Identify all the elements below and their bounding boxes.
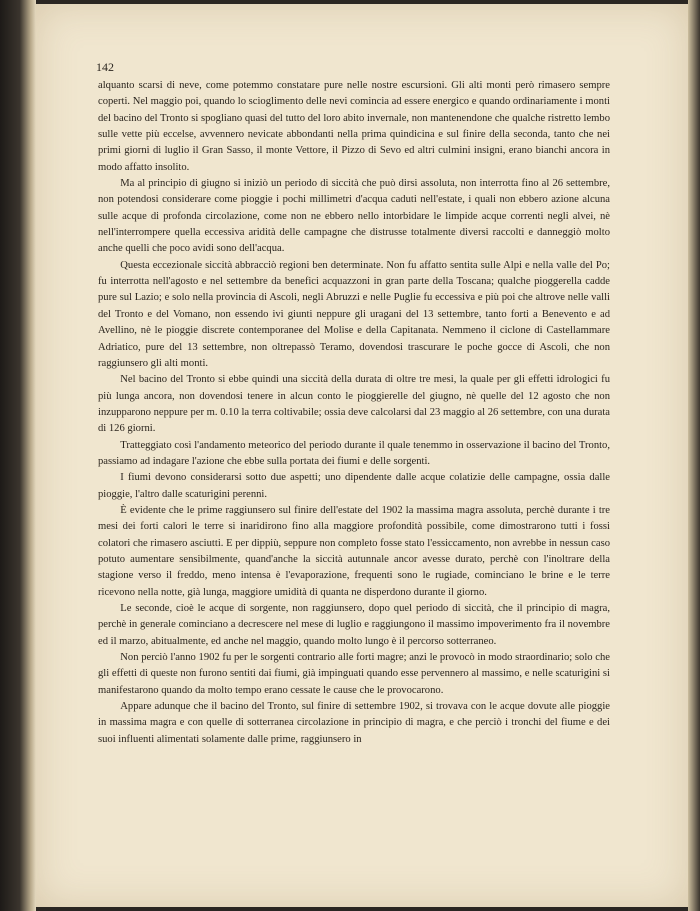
paragraph: Questa eccezionale siccità abbracciò regioni ben determinate. Non fu affatto sentita sulle Alpi e nella valle del Po; fu interrotta nell'agosto e nel settembre da benefici acquazzoni in gran parte della Toscana; qualche pioggerella cadde pure sul Lazio; e solo nella provincia di Ascoli, negli Abruzzi e nelle Puglie fu eccessiva e più poi che altrove nelle valli del Tronto e del Vomano, non essendo ivi giunti neppure gli uragani del 13 settembre, tanto forti a Benevento e ad Avellino, nè le pioggie discrete contemporanee del Molise e della Capitanata. Nemmeno il ciclone di Castellammare Adriatico, pure del 13 settembre, non oltrepassò Teramo, dovendosi trascurare le poche gocce di Ascoli, che non raggiunsero gli alti monti.: [98, 259, 610, 369]
page-edge: [688, 0, 700, 911]
paragraph: Appare adunque che il bacino del Tronto, sul finire di settembre 1902, si trovava con le acque dovute alle pioggie in massima magra e con quelle di sotterranea circolazione in principio di magra, e che perciò i tronchi del fiume e dei suoi influenti alimentati solamente dalle prime, raggiunsero in: [98, 701, 610, 745]
book-spine: [0, 0, 36, 911]
paragraph: Le seconde, cioè le acque di sorgente, non raggiunsero, dopo quel periodo di siccità, che il principio di magra, perchè in generale cominciano a decrescere nel mese di luglio e raggiungono il massimo impoverimento fra il novembre ed il marzo, abitualmente, ed anche nel maggio, quando molto lungo è il percorso sotterraneo.: [98, 603, 610, 647]
paragraph: Tratteggiato così l'andamento meteorico del periodo durante il quale tenemmo in osservazione il bacino del Tronto, passiamo ad indagare l'azione che ebbe sulla portata dei fiumi e delle sorgenti.: [98, 439, 610, 467]
paragraph: alquanto scarsi di neve, come potemmo constatare pure nelle nostre escursioni. Gli alti monti però rimasero sempre coperti. Nel maggio poi, quando lo scioglimento delle nevi comincia ad essere energico e quando ordinariamente i monti del bacino del Tronto si spogliano quasi del tutto del loro abito invernale, non mantenendone che qualche ristretto lembo sulle vette più eccelse, avvennero nevicate abbondanti nella prima quindicina e sul finire della seconda, tanto che nei primi giorni di luglio il Gran Sasso, il monte Vettore, il Pizzo di Sevo ed altri culmini insigni, erano bianchi ancora in modo affatto insolito.: [98, 80, 610, 173]
paragraph: I fiumi devono considerarsi sotto due aspetti; uno dipendente dalle acque colatizie delle campagne, ossia dalle pioggie, l'altro dalle scaturigini perenni.: [98, 472, 610, 500]
body-text: [98, 78, 610, 748]
paragraph: Nel bacino del Tronto si ebbe quindi una siccità della durata di oltre tre mesi, la quale per gli effetti idrologici fu più lunga ancora, non dovendosi tenere in alcun conto le pioggierelle del giugno, nè quelle del 12 agosto che non inzupparono neppure per m. 0.10 la terra coltivabile; ossia deve calcolarsi dal 23 maggio al 26 settembre, con una durata di 126 giorni.: [98, 374, 610, 435]
paragraph: Ma al principio di giugno si iniziò un periodo di siccità che può dirsi assoluta, non interrotta fino al 26 settembre, non potendosi considerare come pioggie i pochi millimetri d'acqua caduti nell'estate, i quali non ebbero azione alcuna sulle acque di profonda circolazione, come non ne ebbero nello intorbidare le limpide acque correnti negli alvei, nè nell'interrompere quella eccessiva aridità delle campagne che distrusse totalmente diversi raccolti e danneggiò molto anche quelli che poco avidi sono dell'acqua.: [98, 178, 610, 255]
paragraph: Non perciò l'anno 1902 fu per le sorgenti contrario alle forti magre; anzi le provocò in modo straordinario; solo che gli effetti di queste non furono sentiti dai fiumi, già impinguati quando esse pervennero al massimo, e nelle scaturigini si manifestarono quando da molto tempo erano cessate le cause che le provocarono.: [98, 652, 610, 696]
page-number: 142: [96, 60, 114, 74]
paragraph: È evidente che le prime raggiunsero sul finire dell'estate del 1902 la massima magra assoluta, perchè durante i tre mesi dei forti calori le terre si inaridirono fino alla maggiore profondità possibile, come dimostrarono tutti i fossi colatori che rimasero asciutti. E per dippiù, seppure non completo fosse stato l'essiccamento, non avrebbe in nessun caso potuto aumentare sensibilmente, quand'anche la siccità autunnale ancor avesse durato, perchè con l'inoltrare della stagione verso il freddo, meno intensa è l'evaporazione, frequenti sono le rugiade, cominciano le brine e le terre ricevono nella notte, già lunga, maggiore umidità di quanta ne disperdono durante il giorno.: [98, 504, 610, 598]
